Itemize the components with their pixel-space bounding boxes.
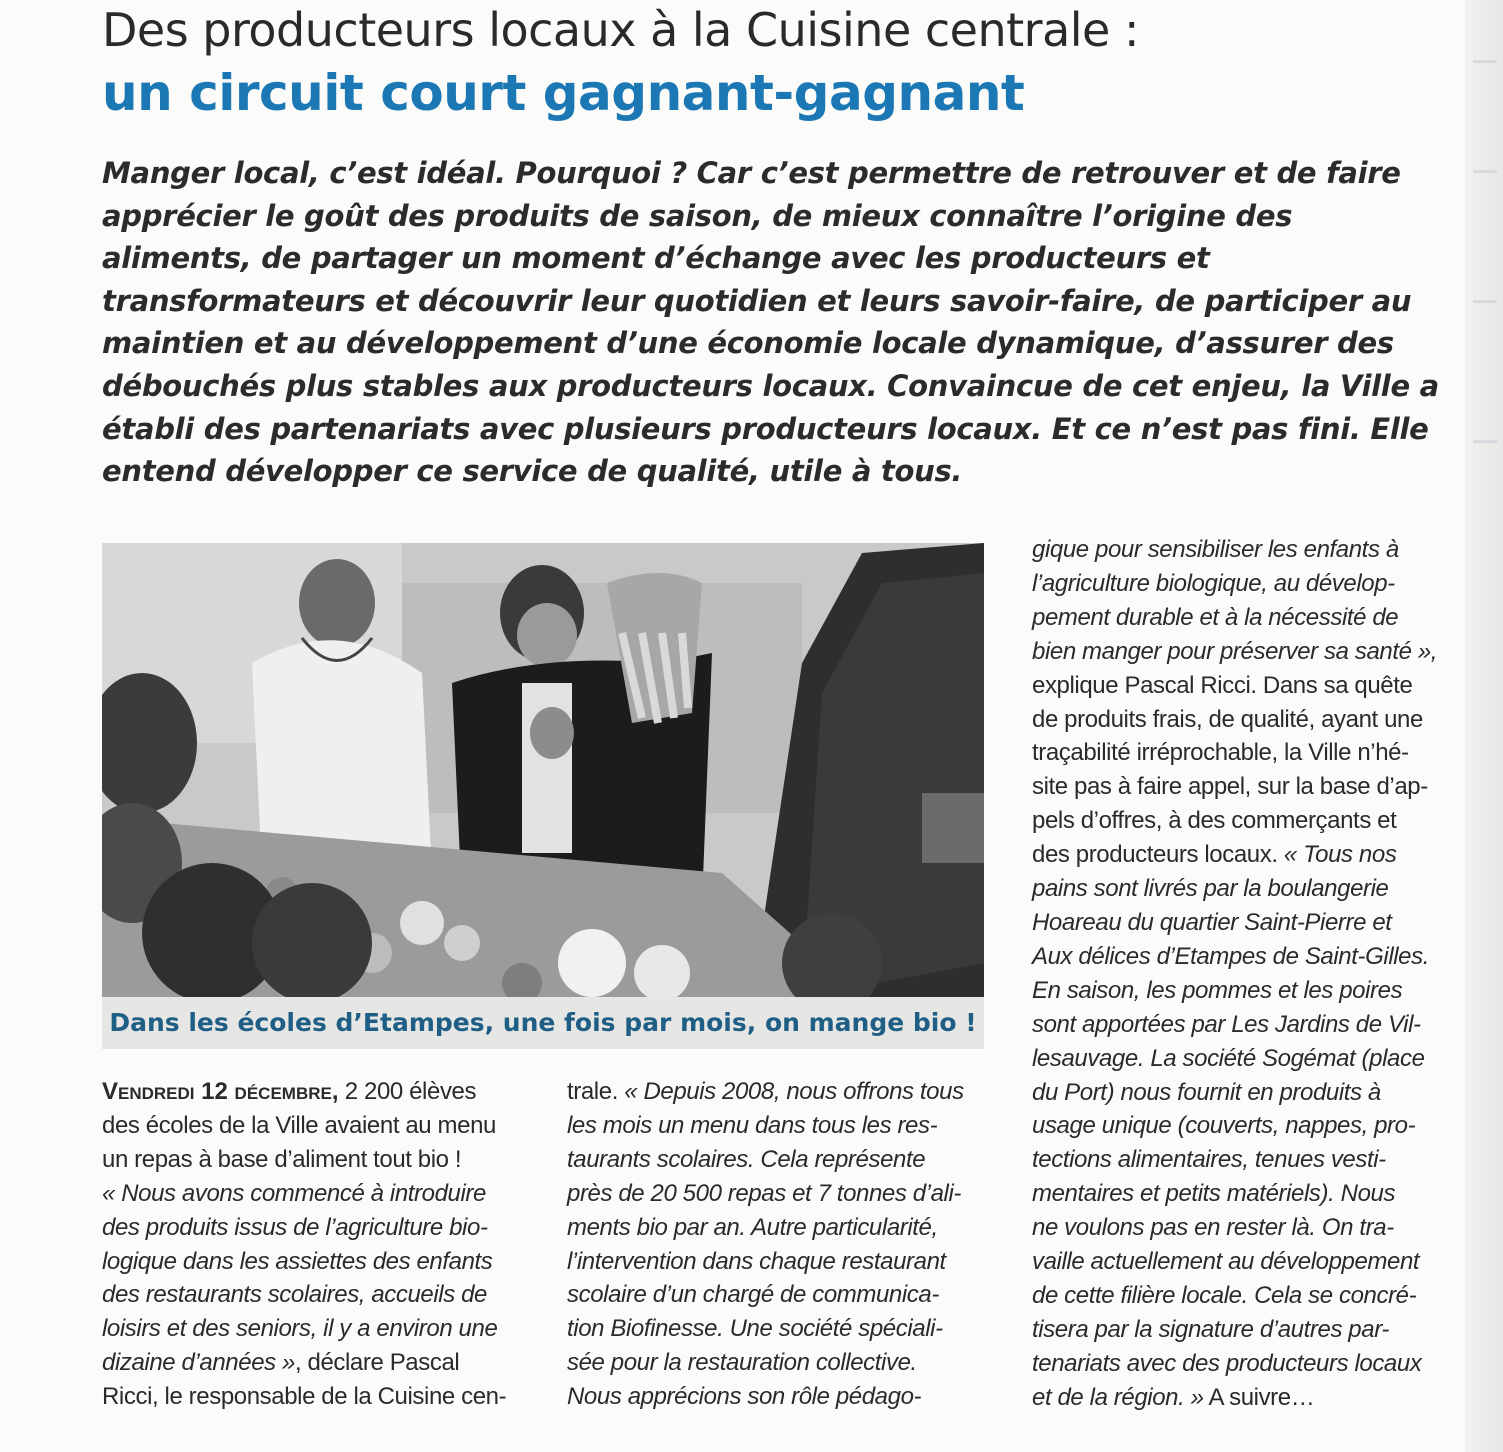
text-line: traçabilité irréprochable, la Ville n’hé- bbox=[1032, 739, 1409, 767]
text-line: tion Biofinesse. Une société spéciali- bbox=[567, 1315, 943, 1343]
text-line: pels d’offres, à des commerçants et bbox=[1032, 807, 1397, 835]
text-line bbox=[102, 1346, 522, 1380]
chef-head bbox=[299, 559, 375, 647]
text-line bbox=[102, 1075, 522, 1109]
text-line: Hoareau du quartier Saint-Pierre et bbox=[1032, 908, 1392, 936]
text-line: Aux délices d’Etampes de Saint-Gilles. bbox=[1032, 942, 1429, 970]
text-line: usage unique (couverts, nappes, pro- bbox=[1032, 1112, 1416, 1140]
text-line: bien manger pour préserver sa santé », bbox=[1032, 637, 1438, 665]
text-line: les mois un menu dans tous les res- bbox=[567, 1111, 938, 1139]
text-column-1 bbox=[102, 1075, 522, 1414]
photo-caption: Dans les écoles d’Etampes, une fois par mois, on mange bio ! bbox=[109, 1008, 977, 1037]
text-line bbox=[567, 1075, 985, 1109]
text-span: 2 200 élèves bbox=[338, 1078, 477, 1105]
text-line: « Nous avons commencé à introduire bbox=[102, 1179, 486, 1207]
text-span: et de la région. » bbox=[1032, 1383, 1204, 1411]
article-photo bbox=[102, 543, 984, 997]
text-line bbox=[1032, 1381, 1452, 1415]
text-column-3 bbox=[1032, 533, 1452, 1415]
text-line: En saison, les pommes et les poires bbox=[1032, 976, 1403, 1004]
photo-illustration bbox=[102, 543, 984, 997]
lead-in: Vendredi 12 décembre, bbox=[102, 1078, 339, 1105]
article-subtitle: un circuit court gagnant-gagnant bbox=[102, 64, 1025, 122]
text-line: des produits issus de l’agriculture bio- bbox=[102, 1213, 488, 1241]
text-line: tisera par la signature d’autres par- bbox=[1032, 1315, 1389, 1343]
text-line: près de 20 500 repas et 7 tonnes d’ali- bbox=[567, 1179, 962, 1207]
text-line: lesauvage. La société Sogémat (place bbox=[1032, 1044, 1425, 1072]
text-span: dizaine d’années » bbox=[102, 1349, 295, 1377]
text-line: Ricci, le responsable de la Cuisine cen- bbox=[102, 1383, 507, 1411]
text-line: tections alimentaires, tenues vesti- bbox=[1032, 1146, 1386, 1174]
text-span: des producteurs locaux. bbox=[1032, 841, 1284, 869]
text-line: des restaurants scolaires, accueils de bbox=[102, 1281, 487, 1309]
text-line: site pas à faire appel, sur la base d’ap- bbox=[1032, 773, 1428, 801]
text-line: Nous apprécions son rôle pédago- bbox=[567, 1383, 922, 1411]
text-span: A suivre… bbox=[1203, 1383, 1315, 1411]
page-edge bbox=[1465, 0, 1503, 1452]
text-line: sont apportées par Les Jardins de Vil- bbox=[1032, 1010, 1421, 1038]
text-line: gique pour sensibiliser les enfants à bbox=[1032, 536, 1399, 563]
text-line: sée pour la restauration collective. bbox=[567, 1349, 917, 1377]
photo-caption-band bbox=[102, 997, 984, 1049]
text-line: explique Pascal Ricci. Dans sa quête bbox=[1032, 671, 1413, 699]
text-line: scolaire d’un chargé de communica- bbox=[567, 1281, 939, 1309]
text-line: vaille actuellement au développement bbox=[1032, 1248, 1420, 1276]
text-line: pains sont livrés par la boulangerie bbox=[1032, 875, 1389, 903]
text-line: du Port) nous fournit en produits à bbox=[1032, 1078, 1381, 1106]
text-line: taurants scolaires. Cela représente bbox=[567, 1145, 926, 1173]
text-line: de cette filière locale. Cela se concré- bbox=[1032, 1281, 1417, 1309]
text-span: « Tous nos bbox=[1283, 841, 1397, 869]
text-line: un repas à base d’aliment tout bio ! bbox=[102, 1145, 462, 1173]
text-line: des écoles de la Ville avaient au menu bbox=[102, 1111, 496, 1139]
text-span: , déclare Pascal bbox=[294, 1349, 460, 1377]
text-line: l’agriculture biologique, au dévelop- bbox=[1032, 569, 1395, 597]
text-column-2 bbox=[567, 1075, 985, 1414]
text-span: trale. bbox=[567, 1078, 625, 1105]
text-line: loisirs et des seniors, il y a environ une bbox=[102, 1315, 498, 1343]
text-line: l’intervention dans chaque restaurant bbox=[567, 1247, 946, 1275]
text-line: pement durable et à la nécessité de bbox=[1032, 603, 1399, 631]
text-span: « Depuis 2008, nous offrons tous bbox=[624, 1078, 964, 1105]
text-line: ments bio par an. Autre particularité, bbox=[567, 1213, 938, 1241]
article-intro: Manger local, c’est idéal. Pourquoi ? Car c’est permettre de retrouver et de faire apprécier le goût des produits de saison, de mieux connaître l’origine des aliments, de partager un moment d’échange avec les producteurs et transformateurs et découvrir leur quotidien et leurs savoir-faire, de participer au maintien et au développement d’une économie locale dynamique, d’assurer des débouchés plus stables aux producteurs locaux. Convaincue de cet enjeu, la Ville a établi des partenariats avec plusieurs producteurs locaux. Et ce n’est pas fini. Elle entend développer ce service de qualité, utile à tous. bbox=[102, 156, 1439, 489]
text-line: mentaires et petits matériels). Nous bbox=[1032, 1180, 1396, 1208]
text-line: logique dans les assiettes des enfants bbox=[102, 1247, 493, 1275]
article-title: Des producteurs locaux à la Cuisine centrale : bbox=[102, 3, 1139, 57]
text-line: ne voulons pas en rester là. On tra- bbox=[1032, 1214, 1394, 1242]
text-line: tenariats avec des producteurs locaux bbox=[1032, 1349, 1422, 1377]
text-line: de produits frais, de qualité, ayant une bbox=[1032, 705, 1423, 733]
text-line bbox=[1032, 838, 1452, 872]
